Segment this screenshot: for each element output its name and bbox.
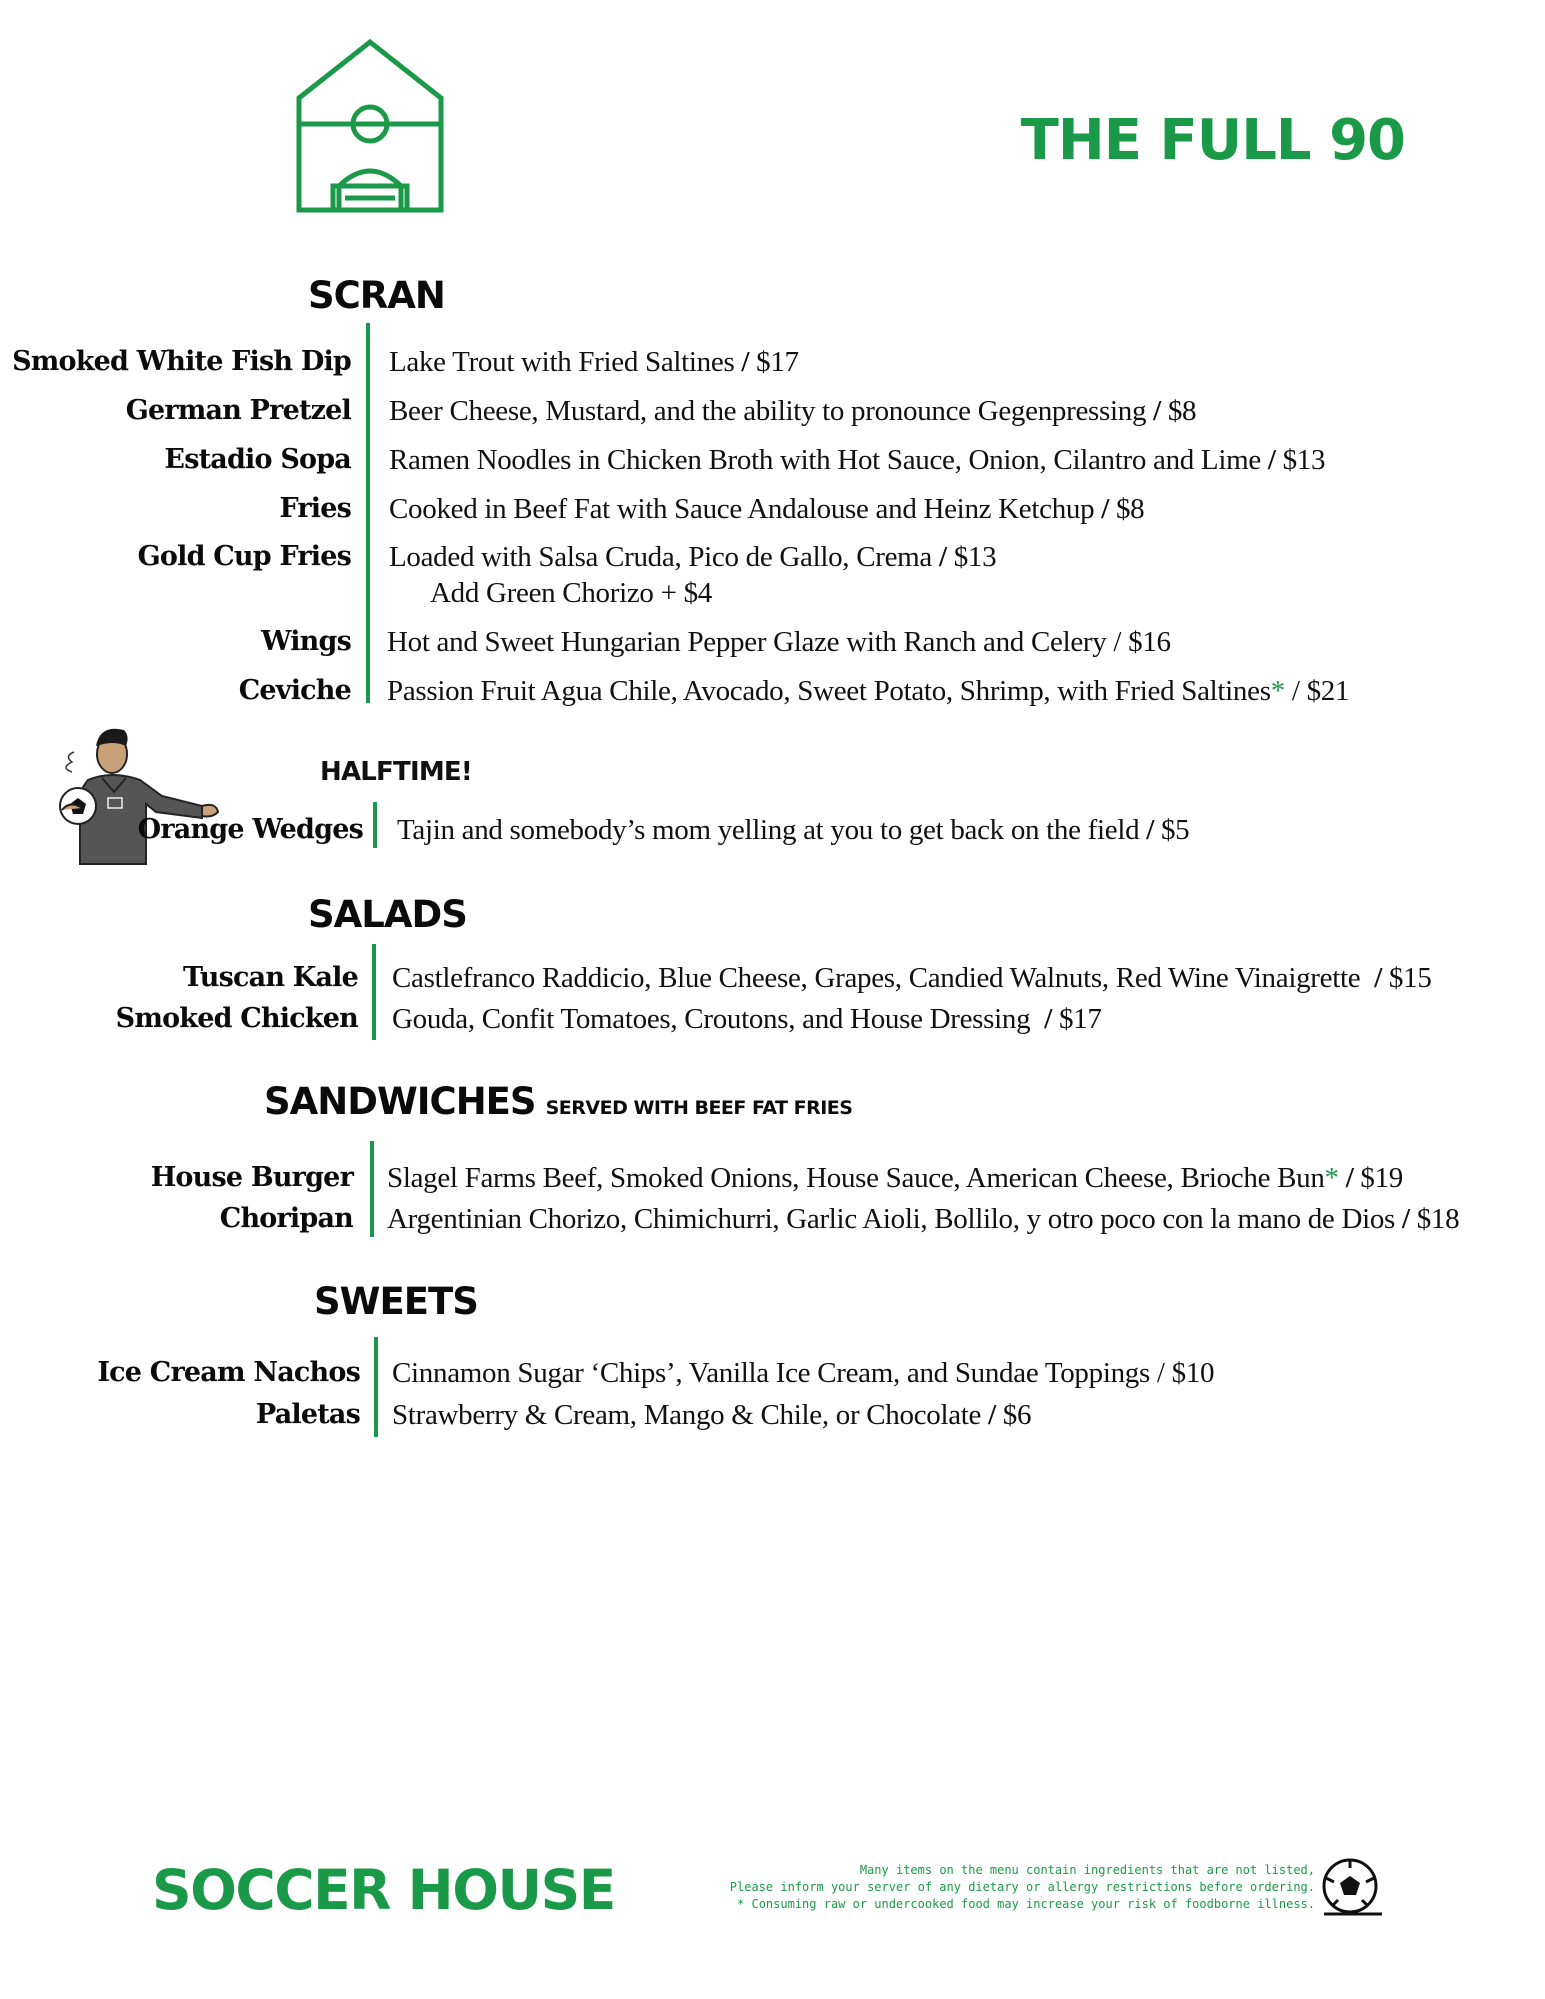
menu-item-desc: Cooked in Beef Fat with Sauce Andalouse and Heinz Ketchup / $8: [389, 493, 1145, 525]
menu-item-name: Ceviche: [238, 675, 351, 706]
menu-item-desc: Lake Trout with Fried Saltines / $17: [389, 346, 799, 378]
menu-item-desc: Strawberry & Cream, Mango & Chile, or Chocolate / $6: [392, 1399, 1032, 1431]
section-title-halftime: HALFTIME!: [320, 757, 472, 787]
section-title-sweets: SWEETS: [314, 1280, 478, 1323]
menu-item-desc: Cinnamon Sugar ‘Chips’, Vanilla Ice Cream, and Sundae Toppings / $10: [392, 1357, 1215, 1389]
menu-item-name: Smoked White Fish Dip: [12, 346, 351, 377]
section-divider-salads: [372, 944, 376, 1040]
section-divider-scran: [366, 323, 370, 703]
section-title-scran: SCRAN: [308, 274, 445, 317]
menu-item-desc: Beer Cheese, Mustard, and the ability to pronounce Gegenpressing / $8: [389, 395, 1197, 427]
menu-item-name: Gold Cup Fries: [137, 541, 351, 572]
menu-item-desc: Argentinian Chorizo, Chimichurri, Garlic Aioli, Bollilo, y otro poco con la mano de Dios / $18: [387, 1203, 1460, 1235]
stadium-house-icon: [295, 38, 445, 214]
menu-item-name: House Burger: [150, 1162, 353, 1193]
section-title-salads: SALADS: [308, 893, 467, 936]
menu-item-addon: Add Green Chorizo + $4: [430, 577, 712, 609]
footer-brand: SOCCER HOUSE: [152, 1858, 615, 1922]
menu-item-desc: Slagel Farms Beef, Smoked Onions, House Sauce, American Cheese, Brioche Bun* / $19: [387, 1162, 1404, 1194]
referee-illustration: [52, 710, 232, 870]
menu-item-desc: Castlefranco Raddicio, Blue Cheese, Grapes, Candied Walnuts, Red Wine Vinaigrette / $15: [392, 962, 1432, 994]
menu-item-name: Ice Cream Nachos: [97, 1357, 360, 1388]
menu-item-desc: Ramen Noodles in Chicken Broth with Hot Sauce, Onion, Cilantro and Lime / $13: [389, 444, 1326, 476]
menu-item-desc: Hot and Sweet Hungarian Pepper Glaze with Ranch and Celery / $16: [387, 626, 1171, 658]
section-subtitle-sandwiches: SERVED WITH BEEF FAT FRIES: [545, 1097, 853, 1119]
menu-item-name: Tuscan Kale: [182, 962, 358, 993]
menu-item-desc: Passion Fruit Agua Chile, Avocado, Sweet Potato, Shrimp, with Fried Saltines* / $21: [387, 675, 1350, 707]
menu-item-name: Paletas: [255, 1399, 360, 1430]
footer-disclaimer: Many items on the menu contain ingredients that are not listed, Please inform your server of any dietary or allergy restrictions before ordering. * Consuming raw or undercooked food may increase your risk of foodborne illness.: [729, 1863, 1315, 1911]
section-divider-halftime: [373, 802, 377, 848]
menu-item-name: Choripan: [219, 1203, 353, 1234]
menu-item-name: Orange Wedges: [137, 814, 363, 845]
menu-item-desc: Loaded with Salsa Cruda, Pico de Gallo, Crema / $13: [389, 541, 997, 573]
page-title: THE FULL 90: [1020, 108, 1405, 173]
section-divider-sandwiches: [370, 1141, 374, 1237]
menu-item-name: Fries: [279, 493, 351, 524]
menu-item-name: German Pretzel: [125, 395, 351, 426]
menu-item-name: Estadio Sopa: [164, 444, 351, 475]
soccer-ball-icon: [1318, 1856, 1382, 1920]
menu-item-desc: Tajin and somebody’s mom yelling at you to get back on the field / $5: [397, 814, 1190, 846]
section-title-sandwiches: SANDWICHES SERVED WITH BEEF FAT FRIES: [264, 1080, 853, 1123]
section-divider-sweets: [374, 1337, 378, 1437]
menu-item-name: Wings: [261, 626, 351, 657]
menu-item-desc: Gouda, Confit Tomatoes, Croutons, and House Dressing / $17: [392, 1003, 1102, 1035]
menu-item-name: Smoked Chicken: [115, 1003, 358, 1034]
